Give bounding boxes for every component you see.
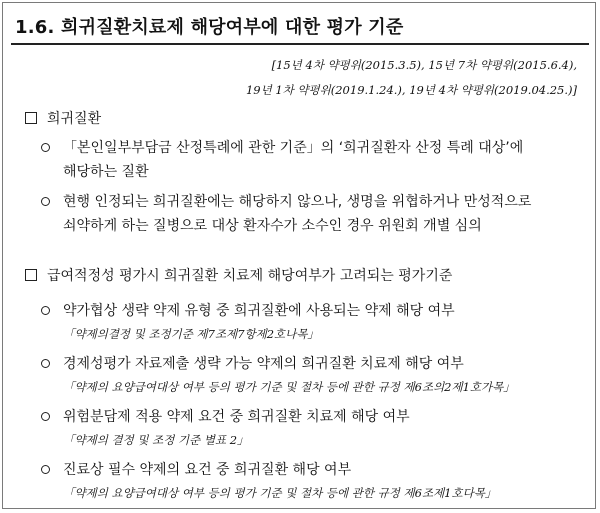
- revision-history-line: 19년 1차 약평위(2019.1.24.), 19년 4차 약평위(2019.04.25.)]: [245, 83, 577, 97]
- circle-bullet-icon: [41, 359, 50, 368]
- page-title: 1.6. 희귀질환치료제 해당여부에 대한 평가 기준: [15, 17, 404, 38]
- circle-bullet-icon: [41, 412, 50, 421]
- list-item-line: 쇠약하게 하는 질병으로 대상 환자수가 소수인 경우 위원회 개별 심의: [63, 218, 482, 234]
- list-item-text: [63, 299, 593, 323]
- title-underline: [11, 43, 589, 45]
- title-bar: [3, 3, 595, 47]
- revision-history-line: [15년 4차 약평위(2015.3.5), 15년 7차 약평위(2015.6.4),: [271, 58, 577, 72]
- square-bullet-icon: [25, 269, 37, 281]
- list-item-line: 경제성평가 자료제출 생략 가능 약제의 희귀질환 치료제 해당 여부: [63, 356, 464, 372]
- legal-reference: 「약제의 요양급여대상 여부 등의 평가 기준 및 절차 등에 관한 규정 제6조의2제1호가목」: [63, 380, 515, 394]
- section-heading-label: 희귀질환: [47, 111, 102, 127]
- list-item-text: [63, 136, 593, 184]
- list-item-line: 약가협상 생략 약제 유형 중 희귀질환에 사용되는 약제 해당 여부: [63, 303, 455, 319]
- circle-bullet-icon: [41, 197, 50, 206]
- square-bullet-icon: [25, 112, 37, 124]
- circle-bullet-icon: [41, 465, 50, 474]
- list-item-line: 위험분담제 적용 약제 요건 중 희귀질환 치료제 해당 여부: [63, 409, 410, 425]
- revision-history: [246, 53, 577, 103]
- section-heading-rare-disease: [25, 108, 101, 128]
- list-item-text: [63, 405, 593, 429]
- legal-reference: 「약제의 요양급여대상 여부 등의 평가 기준 및 절차 등에 관한 규정 제6조제1호다목」: [63, 486, 497, 500]
- list-item-line: 현행 인정되는 희귀질환에는 해당하지 않으나, 생명을 위협하거나 만성적으로: [63, 194, 532, 210]
- circle-bullet-icon: [41, 143, 50, 152]
- section-heading-label: 급여적정성 평가시 희귀질환 치료제 해당여부가 고려되는 평가기준: [47, 268, 453, 284]
- list-item-text: [63, 190, 593, 238]
- section-heading-reimbursement-criteria: [25, 265, 452, 285]
- document-frame: [2, 2, 596, 509]
- list-item-line: 「본인일부부담금 산정특례에 관한 기준」의 ‘희귀질환자 산정 특례 대상’에: [63, 140, 524, 156]
- circle-bullet-icon: [41, 306, 50, 315]
- list-item-text: [63, 352, 593, 376]
- list-item-line: 진료상 필수 약제의 요건 중 희귀질환 해당 여부: [63, 462, 352, 478]
- list-item-text: [63, 458, 593, 482]
- legal-reference: 「약제의결정 및 조정기준 제7조제7항제2호나목」: [63, 327, 319, 341]
- legal-reference: 「약제의 결정 및 조정 기준 별표 2」: [63, 433, 249, 447]
- list-item-line: 해당하는 질환: [63, 164, 149, 180]
